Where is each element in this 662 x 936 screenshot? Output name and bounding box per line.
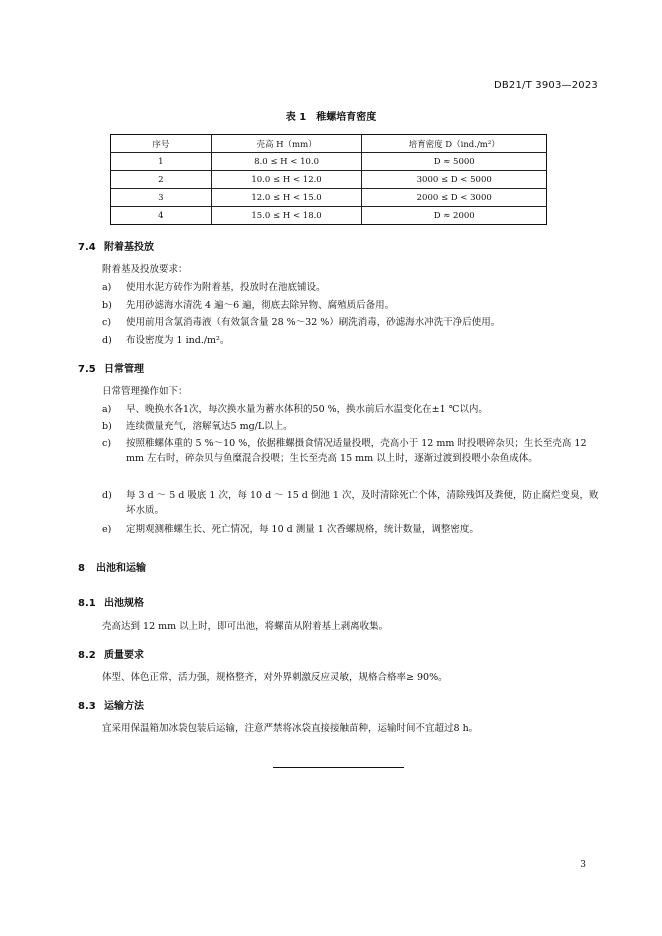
- section-heading-8-1: [78, 594, 144, 609]
- table-cell: 2000 ≤ D < 3000: [362, 189, 547, 207]
- table-row: [111, 153, 547, 171]
- table-cell: 1: [111, 153, 212, 171]
- density-table: [110, 134, 547, 225]
- list-label: b): [102, 421, 112, 432]
- column-header: 培育密度 D（ind./m²）: [362, 135, 547, 153]
- list-label: e): [102, 524, 112, 535]
- table-row: [111, 189, 547, 207]
- list-label: a): [102, 282, 112, 293]
- section-number: 7.5: [78, 364, 96, 375]
- section-title: 出池和运输: [96, 563, 146, 574]
- table-cell: D ≈ 2000: [362, 207, 547, 225]
- list-label: b): [102, 300, 112, 311]
- section-heading-8-3: [78, 697, 144, 712]
- table-cell: 4: [111, 207, 212, 225]
- table-caption: 表 1 稚螺培育密度: [285, 112, 377, 123]
- list-text: 使用水泥方砖作为附着基，投放时在池底铺设。: [126, 282, 326, 293]
- section-title: 运输方法: [104, 701, 144, 712]
- table-cell: 10.0 ≤ H < 12.0: [211, 171, 362, 189]
- list-text: 定期观测稚螺生长、死亡情况，每 10 d 测量 1 次香螺规格，统计数量，调整密度。: [126, 524, 479, 535]
- table-header-row: [111, 135, 547, 153]
- table-cell: 8.0 ≤ H < 10.0: [211, 153, 362, 171]
- list-text: 布设密度为 1 ind./m²。: [126, 335, 230, 346]
- section-paragraph: 宜采用保温箱加冰袋包装后运输，注意严禁将冰袋直接接触苗种，运输时间不宜超过8 h。: [102, 723, 479, 734]
- section-heading-8: [78, 559, 146, 574]
- section-title: 日常管理: [104, 364, 144, 375]
- section-intro: 日常管理操作如下：: [102, 386, 188, 397]
- table-cell: 3000 ≤ D < 5000: [362, 171, 547, 189]
- list-text: 连续微量充气，溶解氧达5 mg/L以上。: [126, 421, 293, 432]
- table-row: [111, 207, 547, 225]
- section-heading-7-4: [78, 238, 154, 253]
- section-paragraph: 壳高达到 12 mm 以上时，即可出池，将螺苗从附着基上剥离收集。: [102, 621, 389, 632]
- page-number: 3: [580, 860, 586, 870]
- column-header: 序号: [111, 135, 212, 153]
- list-label: d): [102, 335, 112, 346]
- standard-code: DB21/T 3903—2023: [493, 80, 598, 91]
- list-label: c): [102, 438, 112, 449]
- list-text: 使用前用含氯消毒液（有效氯含量 28 %～32 %）刷洗消毒，砂滤海水冲洗干净后使用。: [126, 317, 501, 328]
- column-header: 壳高 H（mm）: [211, 135, 362, 153]
- section-heading-7-5: [78, 360, 144, 375]
- section-number: 8.3: [78, 701, 96, 712]
- section-number: 7.4: [78, 242, 96, 253]
- table-cell: 15.0 ≤ H < 18.0: [211, 207, 362, 225]
- table-cell: 3: [111, 189, 212, 207]
- section-title: 附着基投放: [104, 242, 154, 253]
- end-divider: [273, 767, 404, 768]
- list-text: 先用砂滤海水清洗 4 遍～6 遍，彻底去除异物、腐殖质后备用。: [126, 300, 395, 311]
- table-cell: D ≈ 5000: [362, 153, 547, 171]
- section-number: 8.1: [78, 598, 96, 609]
- table-cell: 2: [111, 171, 212, 189]
- table-cell: 12.0 ≤ H < 15.0: [211, 189, 362, 207]
- section-number: 8: [78, 563, 85, 574]
- section-paragraph: 体型、体色正常，活力强，规格整齐，对外界刺激反应灵敏，规格合格率≥ 90%。: [102, 672, 448, 683]
- list-text: 按照稚螺体重的 5 %～10 %，依据稚螺摄食情况适量投喂，壳高小于 12 mm 时投喂碎杂贝；生长至壳高 12 mm 左右时，碎杂贝与鱼糜混合投喂；生长至壳高 15 mm 以上时，逐渐过渡到投喂小杂鱼成体。: [126, 438, 587, 464]
- section-title: 质量要求: [104, 650, 144, 661]
- list-label: a): [102, 404, 112, 415]
- section-title: 出池规格: [104, 598, 144, 609]
- section-heading-8-2: [78, 646, 144, 661]
- list-label: d): [102, 490, 112, 501]
- table-row: [111, 171, 547, 189]
- section-intro: 附着基及投放要求：: [102, 264, 188, 275]
- list-label: c): [102, 317, 112, 328]
- list-text: 每 3 d ～ 5 d 吸底 1 次，每 10 d ～ 15 d 倒池 1 次，及时清除死亡个体，清除残饵及粪便，防止腐烂变臭，败坏水质。: [126, 490, 599, 516]
- section-number: 8.2: [78, 650, 96, 661]
- list-text: 早、晚换水各1次，每次换水量为蓄水体积的50 %，换水前后水温变化在±1 ℃以内。: [126, 404, 488, 415]
